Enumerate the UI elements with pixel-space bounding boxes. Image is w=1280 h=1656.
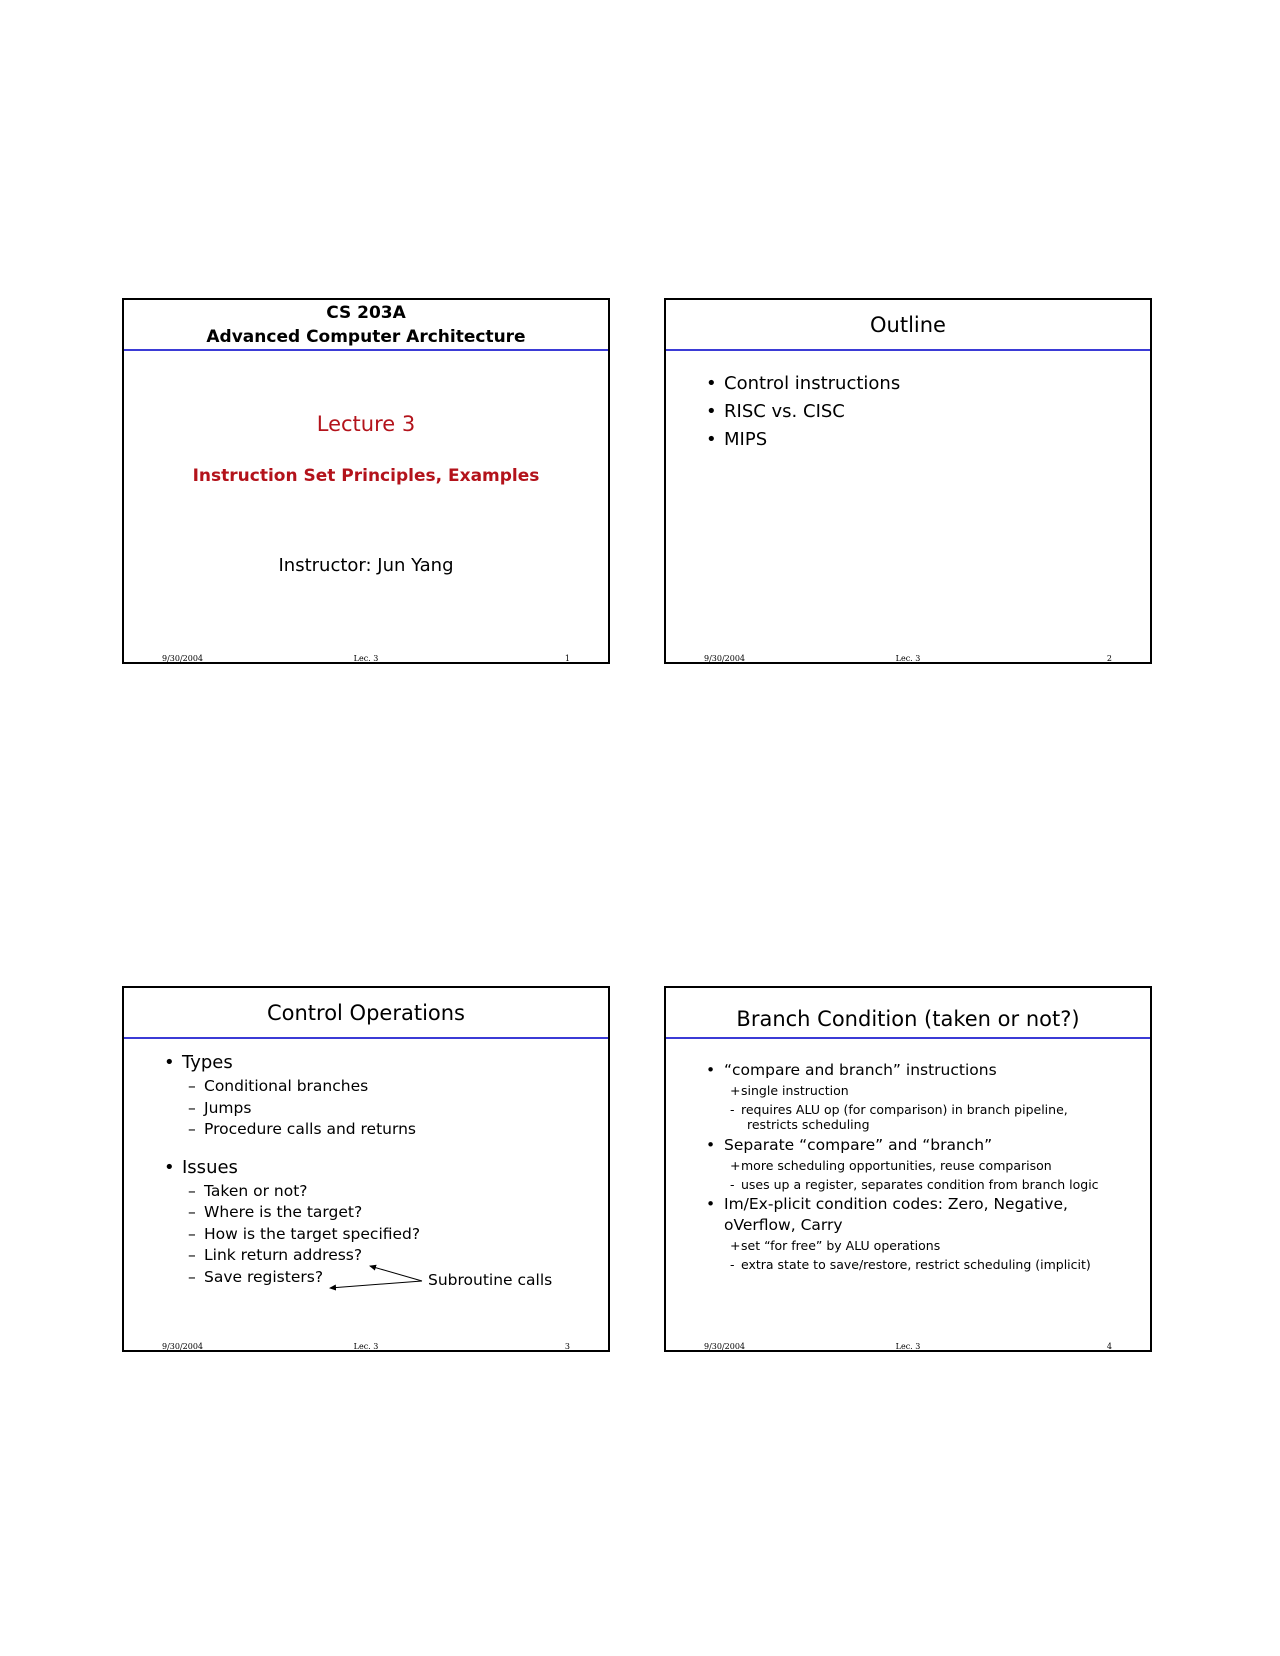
pro-item: + set “for free” by ALU operations <box>730 1236 1126 1255</box>
slide-2 <box>664 298 1152 664</box>
footer-date: 9/30/2004 <box>162 1342 204 1351</box>
footer-lecture: Lec. 3 <box>895 654 921 663</box>
footer-date: 9/30/2004 <box>704 1342 746 1351</box>
sublist <box>730 1236 1126 1274</box>
list-line: • Im/Ex-plicit condition codes: Zero, Negative, <box>724 1195 1068 1213</box>
list-line: oVerflow, Carry <box>724 1216 843 1234</box>
con-line: restricts scheduling <box>747 1117 870 1132</box>
con-item: - uses up a register, separates condition from branch logic <box>730 1175 1126 1194</box>
list-item: • RISC vs. CISC <box>706 398 900 426</box>
slide-title <box>124 300 608 351</box>
instructor: Instructor: Jun Yang <box>278 555 454 576</box>
course-code: CS 203A <box>326 302 406 323</box>
footer-lecture: Lec. 3 <box>353 654 379 663</box>
list-item: • Separate “compare” and “branch” <box>706 1135 1126 1156</box>
lecture-subtitle: Instruction Set Principles, Examples <box>192 466 540 486</box>
slide-title: Outline <box>666 300 1150 351</box>
slide-title: Control Operations <box>124 988 608 1039</box>
list-item: – How is the target specified? <box>188 1224 420 1246</box>
footer-date: 9/30/2004 <box>162 654 204 663</box>
footer-lecture: Lec. 3 <box>895 1342 921 1351</box>
page-number: 1 <box>564 654 570 663</box>
branch-condition-list <box>706 1060 1126 1274</box>
pro-item: + more scheduling opportunities, reuse comparison <box>730 1156 1126 1175</box>
lecture-number: Lecture 3 <box>316 412 416 436</box>
list-item: – Procedure calls and returns <box>188 1119 420 1141</box>
page-number: 3 <box>564 1342 570 1351</box>
list-item: – Conditional branches <box>188 1076 420 1098</box>
slide-1 <box>122 298 610 664</box>
list-item: – Taken or not? <box>188 1181 420 1203</box>
list-item <box>706 1194 1126 1236</box>
sublist <box>730 1156 1126 1194</box>
list-item: – Link return address? <box>188 1245 420 1267</box>
con-line: - requires ALU op (for comparison) in branch pipeline, <box>741 1102 1068 1117</box>
issues-heading: • Issues <box>164 1155 420 1181</box>
con-item: - extra state to save/restore, restrict scheduling (implicit) <box>730 1255 1126 1274</box>
arrow-save-registers <box>330 1281 422 1288</box>
footer-date: 9/30/2004 <box>704 654 746 663</box>
footer-lecture: Lec. 3 <box>353 1342 379 1351</box>
slide-title: Branch Condition (taken or not?) <box>666 988 1150 1039</box>
course-name: Advanced Computer Architecture <box>206 326 526 347</box>
list-item: – Jumps <box>188 1098 420 1120</box>
page-number: 2 <box>1106 654 1112 663</box>
list-item: – Save registers? <box>188 1267 420 1289</box>
callout-arrows <box>124 988 608 1350</box>
list-item: • MIPS <box>706 426 900 454</box>
list-item: • “compare and branch” instructions <box>706 1060 1126 1081</box>
arrow-link-return <box>370 1266 422 1281</box>
subroutine-callout: Subroutine calls <box>428 1271 553 1289</box>
page-number: 4 <box>1106 1342 1112 1351</box>
list-item: – Where is the target? <box>188 1202 420 1224</box>
types-heading: • Types <box>164 1050 420 1076</box>
outline-list <box>706 370 900 454</box>
slide-3 <box>122 986 610 1352</box>
list-item: • Control instructions <box>706 370 900 398</box>
sublist <box>730 1081 1126 1132</box>
con-item <box>730 1102 1126 1132</box>
pro-item: + single instruction <box>730 1081 1126 1100</box>
slide-4 <box>664 986 1152 1352</box>
